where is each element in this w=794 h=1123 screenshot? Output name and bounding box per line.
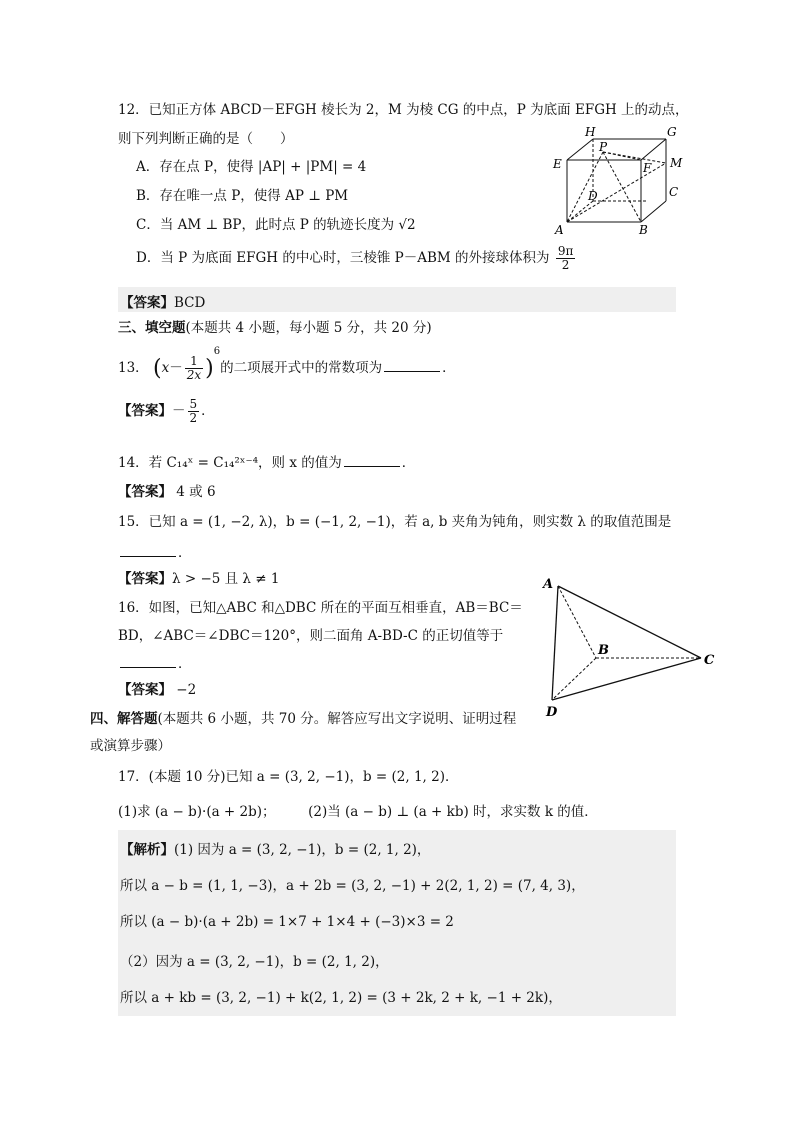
answer-label: 【答案】 [118,571,172,587]
q12-answer: BCD [174,295,206,311]
q17-sol-line2: 所以 a − b = (1, 1, −3)，a + 2b = (3, 2, −1) + 2(2, 1, 2) = (7, 4, 3)， [120,878,585,894]
q16-blank [120,655,176,668]
answer-label: 【答案】 [120,295,174,311]
section4-heading [90,707,516,727]
q16-line1: 16．如图，已知△ABC 和△DBC 所在的平面互相垂直，AB＝BC＝ [118,600,523,616]
cube-label-h: H [585,125,596,139]
q16-line2: BD，∠ABC＝∠DBC＝120°，则二面角 A-BD-C 的正切值等于 [118,628,504,644]
q17-part1: (1)求 (a − b)·(a + 2b)； [118,804,276,820]
q13-answer-end: ． [201,403,215,419]
cube-label-c: C [669,185,679,199]
paren-open: ( [152,356,162,381]
q15-line: 15．已知 a = (1, −2, λ)，b = (−1, 2, −1)，若 a, b 夹角为钝角，则实数 λ 的取值范围是 [118,514,672,530]
q12-option-c: C．当 AM ⊥ BP，此时点 P 的轨迹长度为 √2 [136,217,416,233]
q16-answer-line [118,678,196,698]
fraction-numerator: 9π [557,244,574,258]
q12-stem-line2: 则下列判断正确的是（ ） [118,131,294,147]
cube-label-d: D [588,189,598,203]
fraction-denominator: 2x [186,368,202,382]
q12-option-b: B．存在唯一点 P，使得 AP ⊥ PM [136,188,349,204]
q16-blank-line [118,652,192,672]
q15-answer: λ > −5 且 λ ≠ 1 [172,571,280,587]
q12-option-a: A．存在点 P，使得 |AP| + |PM| = 4 [136,159,367,175]
paren-close: ) [205,356,214,381]
q16-answer: −2 [172,682,197,698]
fraction-denominator: 2 [561,258,570,272]
q15-answer-line [118,567,279,587]
answer-label: 【答案】 [118,484,172,500]
q15-blank-line [118,541,192,561]
section4-note: (本题共 6 小题，共 70 分。解答应写出文字说明、证明过程 [157,711,517,727]
q13-answer-sign: － [172,403,186,419]
q17-solution-box [118,830,676,1016]
q12-option-d-fraction [556,245,576,272]
fraction-numerator: 1 [185,355,203,369]
cube-label-p: P [599,140,608,154]
cube-label-e: E [553,157,562,171]
cube-label-a: A [555,223,564,237]
q14-answer-line [118,480,216,500]
q16-end: ． [178,656,192,672]
answer-label: 【答案】 [118,682,172,698]
cube-label-f: F [643,161,652,175]
q14-blank [344,454,400,467]
section3-title: 三、填空题 [118,320,186,336]
cube-label-m: M [670,156,683,170]
q17-sol-line1 [120,838,430,858]
q13-blank [384,359,440,372]
tetrahedron-figure [538,572,724,720]
solution-label: 【解析】 [120,842,174,858]
q14-text: 14．若 C₁₄ˣ = C₁₄²ˣ⁻⁴，则 x 的值为 [118,455,342,471]
tetra-label-c: C [704,653,715,668]
cube-label-b: B [639,223,648,237]
tetra-label-b: B [598,643,609,658]
section4-line2: 或演算步骤） [90,738,171,754]
q17-sol-line3: 所以 (a − b)·(a + 2b) = 1×7 + 1×4 + (−3)×3 = 2 [120,914,454,930]
q14-end: ． [401,455,416,471]
q13-minus: － [169,360,183,376]
cube-figure [545,122,685,237]
q17-part2: (2)当 (a − b) ⊥ (a + kb) 时，求实数 k 的值． [308,804,598,820]
q13-answer-line [118,398,215,425]
cube-label-g: G [667,125,677,139]
q13-number: 13． [118,360,149,376]
tetra-label-a: A [543,577,554,592]
fraction-numerator: 5 [189,397,198,411]
tetra-label-d: D [546,705,558,720]
answer-label: 【答案】 [118,403,172,419]
q13-x: x [161,360,170,376]
section3-heading [118,316,432,336]
section4-title: 四、解答题 [90,711,158,727]
q15-blank [120,544,176,557]
q17-parts [118,800,598,820]
q14-line [118,451,415,471]
q17-sol1: (1) 因为 a = (3, 2, −1)，b = (2, 1, 2)， [174,842,431,858]
q13-fraction [185,355,203,382]
q17-sol-line4: （2）因为 a = (3, 2, −1)，b = (2, 1, 2)， [120,954,389,970]
q12-stem-line1: 12．已知正方体 ABCD－EFGH 棱长为 2，M 为棱 CG 的中点，P 为底面 EFGH 上的动点， [118,102,689,118]
section3-note: (本题共 4 小题，每小题 5 分，共 20 分) [185,320,432,336]
q13-end: ． [442,360,456,376]
q17-stem: 17．(本题 10 分)已知 a = (3, 2, −1)，b = (2, 1, 2)． [118,769,459,785]
fraction-denominator: 2 [189,411,198,425]
q17-sol-line5: 所以 a + kb = (3, 2, −1) + k(2, 1, 2) = (3 + 2k, 2 + k, −1 + 2k)， [120,990,562,1006]
q12-option-d-text: D．当 P 为底面 EFGH 的中心时，三棱锥 P－ABM 的外接球体积为 [136,250,550,266]
q15-end: ． [178,545,192,561]
q14-answer: 4 或 6 [172,484,216,500]
q12-option-d [136,245,577,272]
q13-line [118,346,456,382]
q13-text: 的二项展开式中的常数项为 [220,360,383,376]
q13-answer-fraction [188,398,200,425]
q12-answer-bar [118,287,676,312]
q13-power: 6 [213,346,221,357]
